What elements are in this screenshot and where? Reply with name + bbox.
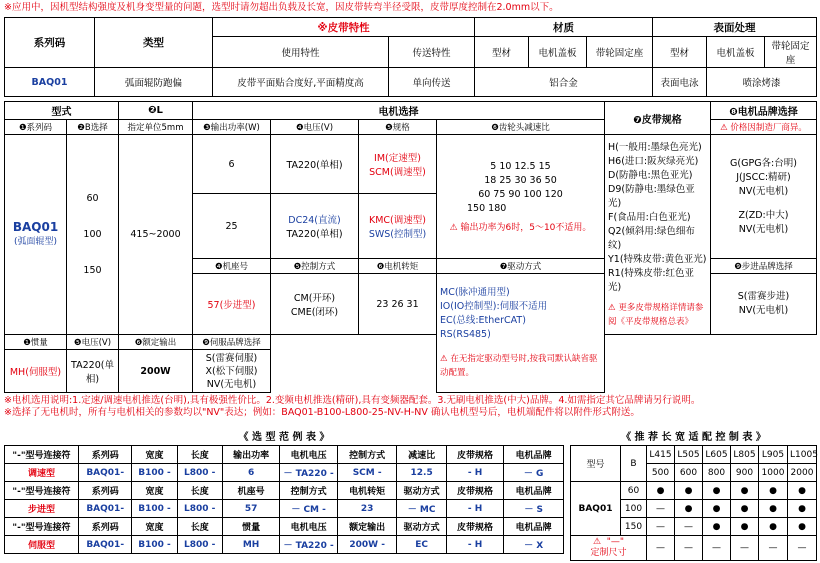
- rec-m-0-2: ●: [703, 482, 731, 500]
- drive-note: ⚠ 在无指定驱动型号时,按我司默认缺省驱动配置。: [440, 354, 598, 378]
- subheader-use-char: 使用特性: [213, 37, 389, 68]
- rec-col-model: 型号: [571, 446, 621, 482]
- rec-m-1-0: —: [647, 500, 675, 518]
- cell-brand-step: [711, 274, 817, 335]
- ex-b-h9: 电机品牌: [504, 482, 564, 500]
- ex-b-h0: "-"型号连接符: [5, 482, 79, 500]
- rec-m-1-2: ●: [703, 500, 731, 518]
- ex-c-h8: 皮带规格: [446, 518, 504, 536]
- ex-a-c6: 12.5: [397, 464, 446, 482]
- rec-len-1b: 600: [675, 464, 703, 482]
- recommend-table-wrap: [570, 426, 817, 561]
- ex-a-h5: 电机电压: [280, 446, 338, 464]
- brand-step-1: NV(无电机): [738, 305, 789, 316]
- rec-col-b: B: [621, 446, 647, 482]
- ex-a-h8: 皮带规格: [446, 446, 504, 464]
- ex-b-h7: 驱动方式: [397, 482, 446, 500]
- col-ratio: ❻齿轮头减速比: [437, 120, 605, 135]
- cell-ratio: [437, 135, 605, 259]
- rec-len-5b: 2000: [788, 464, 817, 482]
- rec-m-0-1: ●: [675, 482, 703, 500]
- ex-b-h8: 皮带规格: [446, 482, 504, 500]
- ex-a-c8: － G: [504, 464, 564, 482]
- rec-m-1-3: ●: [731, 500, 759, 518]
- ex-c-h1: 系列码: [78, 518, 131, 536]
- rec-m-1-1: ●: [675, 500, 703, 518]
- rec-m-1-4: ●: [759, 500, 788, 518]
- rec-m-0-5: ●: [788, 482, 817, 500]
- ex-a-h9: 电机品牌: [504, 446, 564, 464]
- ex-b-c1: B100 -: [132, 500, 177, 518]
- ex-c-h3: 长度: [177, 518, 222, 536]
- rec-f-3: —: [731, 536, 759, 561]
- ex-c-h7: 驱动方式: [397, 518, 446, 536]
- ex-b-c0: BAQ01-: [78, 500, 131, 518]
- ratio-line-2: 60 75 90 100 120: [478, 189, 563, 200]
- brand-step-0: S(雷赛步进): [737, 291, 790, 302]
- ex-a-h4: 输出功率: [222, 446, 280, 464]
- header-material: 材质: [475, 18, 653, 37]
- ex-b-c2: L800 -: [177, 500, 222, 518]
- rec-len-0a: L415: [647, 446, 675, 464]
- spec-1b: SCM(调速型): [369, 167, 426, 178]
- example-table: [4, 445, 564, 554]
- rec-f-5: —: [788, 536, 817, 561]
- ex-b-h1: 系列码: [78, 482, 131, 500]
- series-code-value: BAQ01: [12, 219, 59, 234]
- series-code-sub: (弧面辊型): [13, 236, 58, 247]
- selection-table: [4, 101, 817, 393]
- rec-f-4: —: [759, 536, 788, 561]
- value-use-char: 皮带平面贴合度好,平面精度高: [213, 68, 389, 97]
- ctrl-mode-b: CME(闭环): [290, 307, 339, 318]
- rec-m-1-5: ●: [788, 500, 817, 518]
- col-drive-mode: ❼驱动方式: [437, 259, 605, 274]
- brand-item-1: J(JSCC:精研): [736, 171, 791, 183]
- ex-a-c7: - H: [446, 464, 504, 482]
- subheader-mat-profile: 型材: [475, 37, 529, 68]
- cell-rated-out: 200W: [119, 350, 193, 393]
- ex-c-h2: 宽度: [132, 518, 177, 536]
- col-brand-step-title: ❾步进品牌选择: [711, 259, 817, 274]
- ex-a-c4: － TA220 -: [280, 464, 338, 482]
- rec-m-2-4: ●: [759, 518, 788, 536]
- rec-b-1: 100: [621, 500, 647, 518]
- ex-c-h9: 电机品牌: [504, 518, 564, 536]
- ex-b-h4: 机座号: [222, 482, 280, 500]
- col-seat: ❹机座号: [193, 259, 271, 274]
- brand-servo-1: X(松下伺服): [205, 365, 258, 377]
- mid-note-2: ※选择了无电机时，所有与电机相关的参数均以"NV"表达；例如：BAQ01-B100-L800-25-NV-H-NV 确认电机型号后，电机端配件将以附件形式附送。: [4, 407, 640, 418]
- cell-ctrl-mode: [271, 274, 359, 335]
- rec-len-3a: L805: [731, 446, 759, 464]
- ex-b-c5: 23: [337, 500, 397, 518]
- ex-a-h2: 宽度: [132, 446, 177, 464]
- belt-item-6: Y1(特殊皮带:黄色亚光): [608, 253, 707, 265]
- cell-series-code: [5, 135, 67, 335]
- group-belt-spec: ❼皮带规格: [605, 102, 711, 135]
- header-type: 类型: [95, 18, 213, 68]
- subheader-sur-cover: 电机盖板: [707, 37, 765, 68]
- cell-motor-brand: [711, 135, 817, 259]
- ex-c-c4: － TA220 -: [280, 536, 338, 554]
- subheader-transfer-char: 传送特性: [389, 37, 475, 68]
- col-b-select: ❷B选择: [67, 120, 119, 135]
- mid-note-1: ※电机选用说明:1.定速/调速电机推选(台明),具有极强性价比。2.变频电机推选(精研),具有变频器配套。3.无刷电机推选(中大)品牌。4.如需指定其它品牌请另行说明。: [4, 395, 701, 406]
- rec-m-0-4: ●: [759, 482, 788, 500]
- value-type: 弧面辊防跑偏: [95, 68, 213, 97]
- ex-c-h6: 额定输出: [337, 518, 397, 536]
- brand-item-0: G(GPG各:台明): [730, 157, 797, 169]
- ex-b-name: 步进型: [5, 500, 79, 518]
- drive-item-1: IO(IO控制型):伺服不适用: [440, 301, 548, 312]
- col-series-code: ❶系列码: [5, 120, 67, 135]
- ex-b-h5: 控制方式: [280, 482, 338, 500]
- col-ctrl-mode: ❺控制方式: [271, 259, 359, 274]
- ex-c-h4: 惯量: [222, 518, 280, 536]
- ex-c-c5: 200W -: [337, 536, 397, 554]
- rec-model: BAQ01: [571, 482, 621, 536]
- rec-m-2-2: ●: [703, 518, 731, 536]
- cell-spec-1: [359, 135, 437, 194]
- belt-item-3: D9(防静电:墨绿色亚光): [608, 183, 695, 209]
- drive-item-3: RS(RS485): [440, 329, 491, 340]
- b-value-2: 150: [83, 264, 102, 276]
- ex-a-c2: L800 -: [177, 464, 222, 482]
- belt-item-5: Q2(倾斜用:绿色细布纹): [608, 225, 695, 251]
- ratio-line-0: 5 10 12.5 15: [490, 161, 551, 172]
- rec-m-2-5: ●: [788, 518, 817, 536]
- value-surface-profile: 表面电泳: [653, 68, 707, 97]
- rec-len-1a: L505: [675, 446, 703, 464]
- cell-voltage-2: [271, 194, 359, 259]
- belt-item-7: R1(特殊皮带:红色亚光): [608, 267, 695, 293]
- recommend-caption: 《 推 荐 长 宽 适 配 控 制 表 》: [621, 432, 766, 443]
- brand-warning: ⚠ 价格因制造厂商异。: [711, 120, 817, 135]
- voltage-2b: TA220(单相): [286, 229, 343, 240]
- col-voltage2: ❺电压(V): [67, 335, 119, 350]
- subheader-mat-pulley: 带轮固定座: [587, 37, 653, 68]
- cell-drive-mode: [437, 274, 605, 393]
- ratio-line-3: 150 180: [467, 203, 507, 214]
- rec-m-2-3: ●: [731, 518, 759, 536]
- group-length: ❷L: [119, 102, 193, 120]
- rec-len-5a: L1005: [788, 446, 817, 464]
- subheader-sur-pulley: 带轮固定座: [765, 37, 817, 68]
- subheader-sur-profile: 型材: [653, 37, 707, 68]
- bottom-section: [4, 426, 816, 561]
- recommend-table: [570, 445, 817, 561]
- rec-footer-note: ⚠ "—" 定制尺寸: [571, 536, 647, 561]
- ratio-warning: ⚠ 输出功率为6时，5～10不适用。: [449, 223, 592, 233]
- voltage-2a: DC24(直流): [288, 215, 341, 226]
- rec-m-0-0: ●: [647, 482, 675, 500]
- brand-servo-2: NV(无电机): [206, 378, 257, 390]
- value-transfer-char: 单向传送: [389, 68, 475, 97]
- brand-item-4: NV(无电机): [738, 223, 789, 235]
- spec-2b: SWS(控制型): [368, 229, 427, 240]
- header-series-code: 系列码: [5, 18, 95, 68]
- rec-len-3b: 900: [731, 464, 759, 482]
- ex-c-c3: MH: [222, 536, 280, 554]
- cell-length: 415~2000: [119, 135, 193, 335]
- header-surface: 表面处理: [653, 18, 817, 37]
- ex-a-c0: BAQ01-: [78, 464, 131, 482]
- drive-item-2: EC(总线:EtherCAT): [440, 315, 526, 326]
- ex-a-h0: "-"型号连接符: [5, 446, 79, 464]
- top-note: ※应用中，因机型结构强度及机身变型量的问题，选型时请勿超出负载及长宽，因皮带转弯半径受限，皮带厚度控制在2.0mm以下。: [4, 2, 559, 13]
- rec-len-2b: 800: [703, 464, 731, 482]
- value-series-code: BAQ01: [5, 68, 95, 97]
- b-value-1: 100: [83, 228, 102, 240]
- belt-item-4: F(食品用:白色亚光): [608, 211, 691, 223]
- col-torque: ❻电机转矩: [359, 259, 437, 274]
- ex-c-h5: 电机电压: [280, 518, 338, 536]
- cell-voltage-4: TA220(单相): [67, 350, 119, 393]
- belt-item-0: H(一般用:墨绿色亮光): [608, 141, 702, 153]
- rec-b-0: 60: [621, 482, 647, 500]
- cell-seat-57: 57(步进型): [193, 274, 271, 335]
- ex-b-c6: － MC: [397, 500, 446, 518]
- ex-c-h0: "-"型号连接符: [5, 518, 79, 536]
- cell-belt-spec: [605, 135, 711, 335]
- belt-note: ⚠ 更多皮带规格详情请参阅《平皮带规格总表》: [608, 302, 704, 327]
- ex-c-c2: L800 -: [177, 536, 222, 554]
- overview-table: [4, 17, 817, 97]
- group-motor-brand: ❽电机品牌选择: [711, 102, 817, 120]
- rec-f-2: —: [703, 536, 731, 561]
- rec-m-2-0: —: [647, 518, 675, 536]
- header-belt-char: ※皮带特性: [213, 18, 475, 37]
- cell-b-select: [67, 135, 119, 335]
- cell-inertia: MH(伺服型): [5, 350, 67, 393]
- ex-b-c7: - H: [446, 500, 504, 518]
- ex-a-c5: SCM -: [337, 464, 397, 482]
- cell-voltage-1: [271, 135, 359, 194]
- rec-m-0-3: ●: [731, 482, 759, 500]
- ex-c-c6: EC: [397, 536, 446, 554]
- value-surface-other: 喷涂烤漆: [707, 68, 817, 97]
- ex-c-c1: B100 -: [132, 536, 177, 554]
- ex-a-name: 调速型: [5, 464, 79, 482]
- spec-2a: KMC(调速型): [369, 215, 426, 226]
- rec-len-4b: 1000: [759, 464, 788, 482]
- group-motor-select: 电机选择: [193, 102, 605, 120]
- ex-a-c3: 6: [222, 464, 280, 482]
- ex-b-h2: 宽度: [132, 482, 177, 500]
- ex-a-c1: B100 -: [132, 464, 177, 482]
- ex-b-c3: 57: [222, 500, 280, 518]
- ratio-line-1: 18 25 30 36 50: [484, 175, 557, 186]
- ex-c-c8: － X: [504, 536, 564, 554]
- brand-servo-0: S(雷赛伺服): [205, 352, 258, 364]
- ex-c-c7: - H: [446, 536, 504, 554]
- voltage-1-value: TA220(单相): [286, 160, 343, 171]
- group-style: 型式: [5, 102, 119, 120]
- brand-item-3: Z(ZD:中大): [738, 209, 789, 221]
- belt-item-2: D(防静电:黑色亚光): [608, 169, 693, 181]
- col-power: ❸输出功率(W): [193, 120, 271, 135]
- col-rated-out: ❻额定输出: [119, 335, 193, 350]
- brand-item-2: NV(无电机): [738, 185, 789, 197]
- ex-a-h6: 控制方式: [337, 446, 397, 464]
- ex-b-c8: － S: [504, 500, 564, 518]
- b-value-0: 60: [86, 192, 99, 204]
- ex-a-h3: 长度: [177, 446, 222, 464]
- col-voltage: ❹电压(V): [271, 120, 359, 135]
- cell-spec-2: [359, 194, 437, 259]
- rec-f-0: —: [647, 536, 675, 561]
- col-brand-servo-title: ❾伺服品牌选择: [193, 335, 271, 350]
- ex-c-c0: BAQ01-: [78, 536, 131, 554]
- ex-b-h3: 长度: [177, 482, 222, 500]
- col-unit: 指定单位5mm: [119, 120, 193, 135]
- subheader-mat-cover: 电机盖板: [529, 37, 587, 68]
- rec-len-2a: L605: [703, 446, 731, 464]
- rec-m-2-1: —: [675, 518, 703, 536]
- spec-1a: IM(定速型): [374, 153, 421, 164]
- cell-power-25: 25: [193, 194, 271, 259]
- ex-a-h1: 系列码: [78, 446, 131, 464]
- rec-len-4a: L905: [759, 446, 788, 464]
- value-material: 铝合金: [475, 68, 653, 97]
- example-table-wrap: [4, 426, 564, 561]
- belt-item-1: H6(进口:阪灰绿亮光): [608, 155, 699, 167]
- drive-item-0: MC(脉冲通用型): [440, 287, 510, 298]
- example-caption: 《 选 型 范 例 表 》: [238, 432, 330, 443]
- rec-b-2: 150: [621, 518, 647, 536]
- col-spec: ❺规格: [359, 120, 437, 135]
- ex-c-name: 伺服型: [5, 536, 79, 554]
- rec-f-1: —: [675, 536, 703, 561]
- cell-brand-servo: [193, 350, 271, 393]
- ctrl-mode-a: CM(开环): [293, 293, 336, 304]
- ex-b-h6: 电机转矩: [337, 482, 397, 500]
- ex-b-c4: － CM -: [280, 500, 338, 518]
- cell-power-6: 6: [193, 135, 271, 194]
- rec-len-0b: 500: [647, 464, 675, 482]
- ex-a-h7: 减速比: [397, 446, 446, 464]
- col-inertia: ❶惯量: [5, 335, 67, 350]
- cell-torque: 23 26 31: [359, 274, 437, 335]
